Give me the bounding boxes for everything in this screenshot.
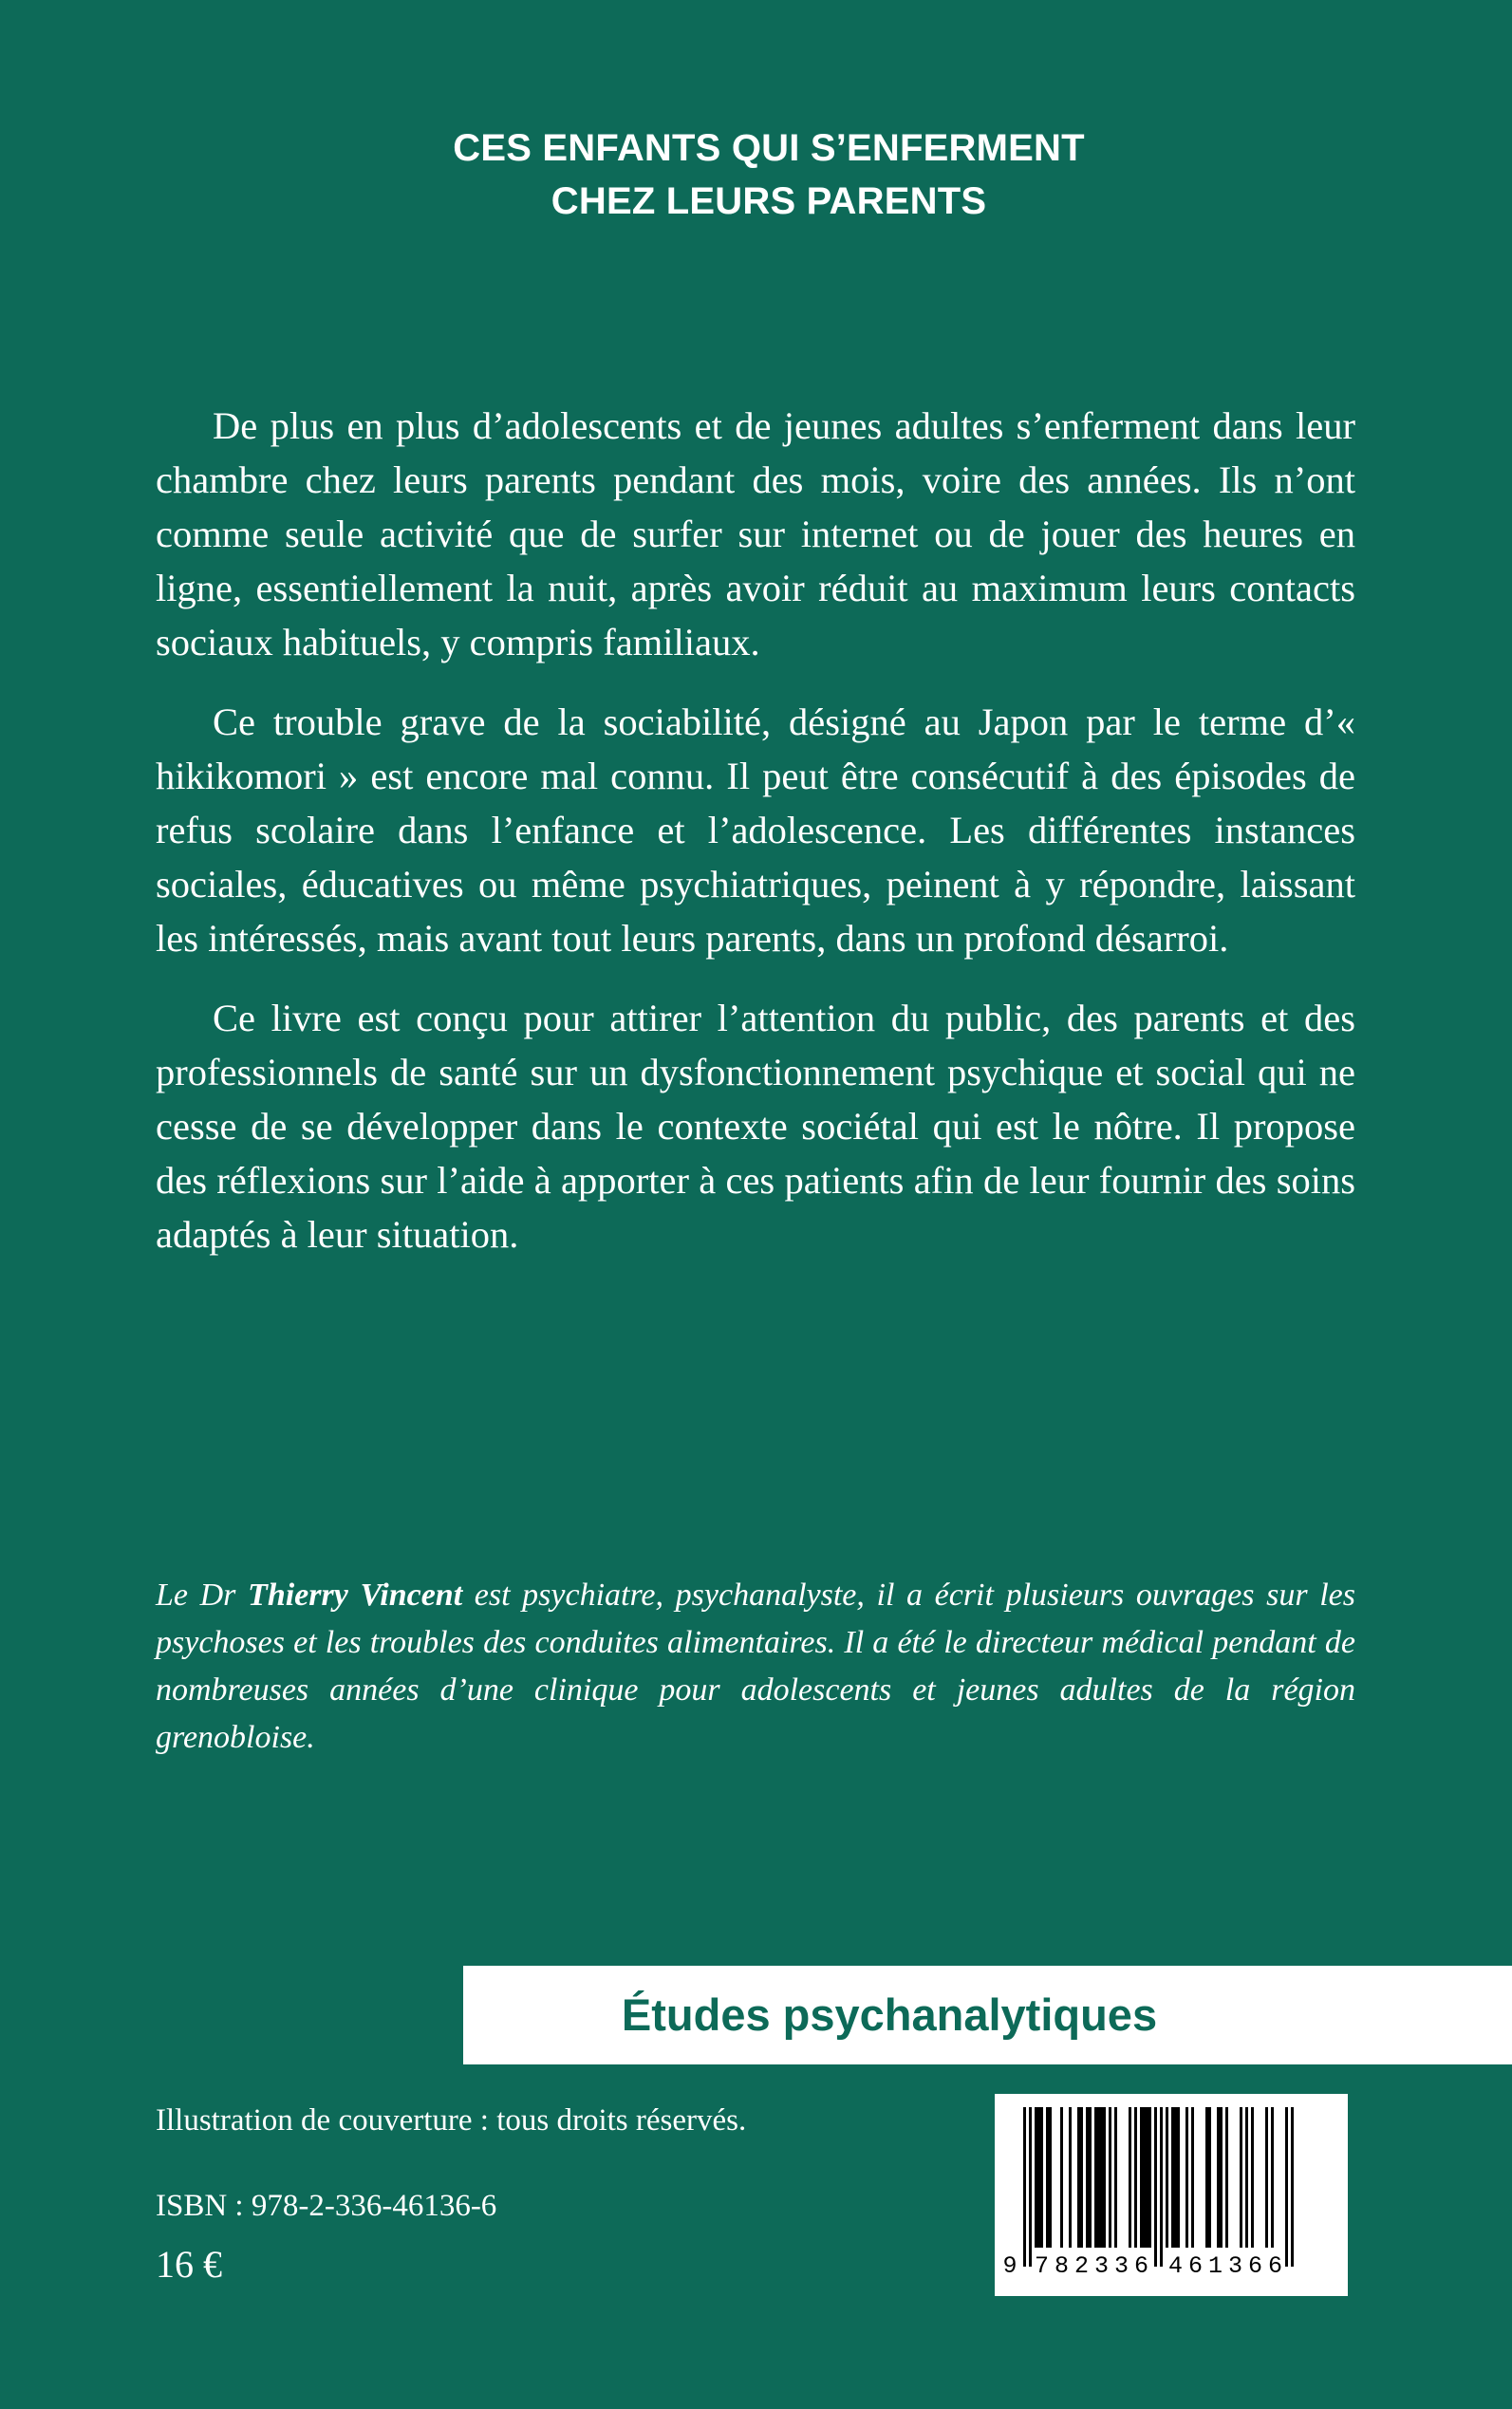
barcode-bar (1140, 2107, 1143, 2248)
barcode-bar (1029, 2107, 1032, 2267)
barcode-bar (1023, 2107, 1026, 2267)
barcode-bar (1109, 2107, 1111, 2248)
barcode-bar (1080, 2107, 1083, 2248)
barcode-bar (1217, 2107, 1220, 2248)
barcode-bar (1060, 2107, 1063, 2248)
barcode-bar (1100, 2107, 1103, 2248)
book-title (0, 121, 1512, 228)
blurb-paragraph-3: Ce livre est conçu pour attirer l’attention du public, des parents et des professionnels de santé sur un dysfonctionnement psychique et social qui ne cesse de se développer dans le contexte sociétal qui est le nôtre. Il propose des réflexions sur l’aide à apporter à ces patients afin de leur fournir des soins adaptés à leur situation. (156, 997, 1355, 1256)
barcode-bar (1171, 2107, 1174, 2248)
barcode-bar (1220, 2107, 1223, 2248)
barcode-bar (1185, 2107, 1188, 2248)
barcode-bar (1129, 2107, 1131, 2248)
series-band (463, 1966, 1512, 2064)
barcode-bar (1240, 2107, 1242, 2248)
barcode-bar (1148, 2107, 1151, 2248)
title-line-2: CHEZ LEURS PARENTS (551, 180, 987, 222)
barcode-digit-6: 6 (1133, 2252, 1149, 2280)
barcode-bar (1103, 2107, 1106, 2248)
price: 16 € (156, 2243, 222, 2286)
series-name: Études psychanalytiques (621, 1989, 1158, 2040)
author-bio-text: est psychiatre, psychanalyste, il a écrit plusieurs ouvrages sur les psychoses et les troubles des conduites alimentaires. Il a été le directeur médical pendant de nombreuses années d’une clinique pour adolescents et jeunes adultes de la région grenobloise. (156, 1578, 1355, 1755)
blurb-paragraph-2: Ce trouble grave de la sociabilité, désigné au Japon par le terme d’« hikikomori » est encore mal connu. Il peut être consécutif à des épisodes de refus scolaire dans l’enfance et l’adolescence. Les différentes instances sociales, éducatives ou même psychiatriques, peinent à y répondre, laissant les intéressés, mais avant tout leurs parents, dans un profond désarroi. (156, 700, 1355, 960)
barcode-bar (1191, 2107, 1194, 2248)
barcode-digit-1: 7 (1034, 2252, 1050, 2280)
barcode-bar (1285, 2107, 1288, 2267)
barcode-bar (1174, 2107, 1177, 2248)
barcode-digit-3: 2 (1073, 2252, 1090, 2280)
author-bio-prefix: Le Dr (156, 1578, 249, 1613)
barcode-image (995, 2094, 1348, 2296)
barcode-bar (1154, 2107, 1157, 2267)
barcode-bar (1134, 2107, 1137, 2248)
barcode-digit-8: 6 (1187, 2252, 1204, 2280)
barcode-bar (1114, 2107, 1117, 2248)
barcode-digit-11: 6 (1247, 2252, 1263, 2280)
barcode-bar (1251, 2107, 1254, 2248)
barcode-bar (1245, 2107, 1248, 2248)
barcode-digit-4: 3 (1093, 2252, 1110, 2280)
barcode-bar (1143, 2107, 1146, 2248)
barcode-bar (1271, 2107, 1274, 2248)
barcode-digit-10: 3 (1227, 2252, 1243, 2280)
barcode-bar (1146, 2107, 1148, 2248)
barcode-bar (1069, 2107, 1072, 2248)
barcode-bar (1160, 2107, 1163, 2267)
barcode-digit-12: 6 (1267, 2252, 1283, 2280)
blurb-paragraph-1: De plus en plus d’adolescents et de jeunes adultes s’enferment dans leur chambre chez leurs parents pendant des mois, voire des années. Ils n’ont comme seule activité que de surfer sur internet ou de jouer des heures en ligne, essentiellement la nuit, après avoir réduit au maximum leurs contacts sociaux habituels, y compris familiaux. (156, 404, 1355, 663)
barcode (995, 2094, 1348, 2296)
author-name: Thierry Vincent (248, 1578, 463, 1613)
barcode-digit-5: 3 (1113, 2252, 1129, 2280)
barcode-bar (1089, 2107, 1092, 2248)
barcode-digits (1002, 2252, 1282, 2280)
isbn: ISBN : 978-2-336-46136-6 (156, 2189, 497, 2223)
barcode-bar (1205, 2107, 1208, 2248)
barcode-bar (1086, 2107, 1089, 2248)
blurb (156, 399, 1355, 1287)
barcode-bar (1291, 2107, 1294, 2267)
barcode-bar (1208, 2107, 1211, 2248)
barcode-bar (1040, 2107, 1043, 2248)
barcode-bar (1265, 2107, 1268, 2248)
barcode-bar (1225, 2107, 1228, 2248)
cover-credit: Illustration de couverture : tous droits réservés. (156, 2103, 747, 2138)
barcode-bar (1097, 2107, 1100, 2248)
author-bio (156, 1572, 1355, 1762)
barcode-bar (1094, 2107, 1097, 2248)
barcode-bar (1177, 2107, 1180, 2248)
barcode-bars (1023, 2107, 1294, 2267)
barcode-bar (1037, 2107, 1040, 2248)
title-line-1: CES ENFANTS QUI S’ENFERMENT (453, 127, 1085, 169)
barcode-bar (1077, 2107, 1080, 2248)
barcode-bar (1035, 2107, 1037, 2248)
barcode-digit-7: 4 (1167, 2252, 1184, 2280)
barcode-digit-2: 8 (1054, 2252, 1070, 2280)
barcode-bar (1049, 2107, 1052, 2248)
barcode-bar (1166, 2107, 1168, 2248)
barcode-digit-9: 1 (1207, 2252, 1223, 2280)
barcode-bar (1046, 2107, 1049, 2248)
barcode-digit-0: 9 (1002, 2252, 1017, 2280)
